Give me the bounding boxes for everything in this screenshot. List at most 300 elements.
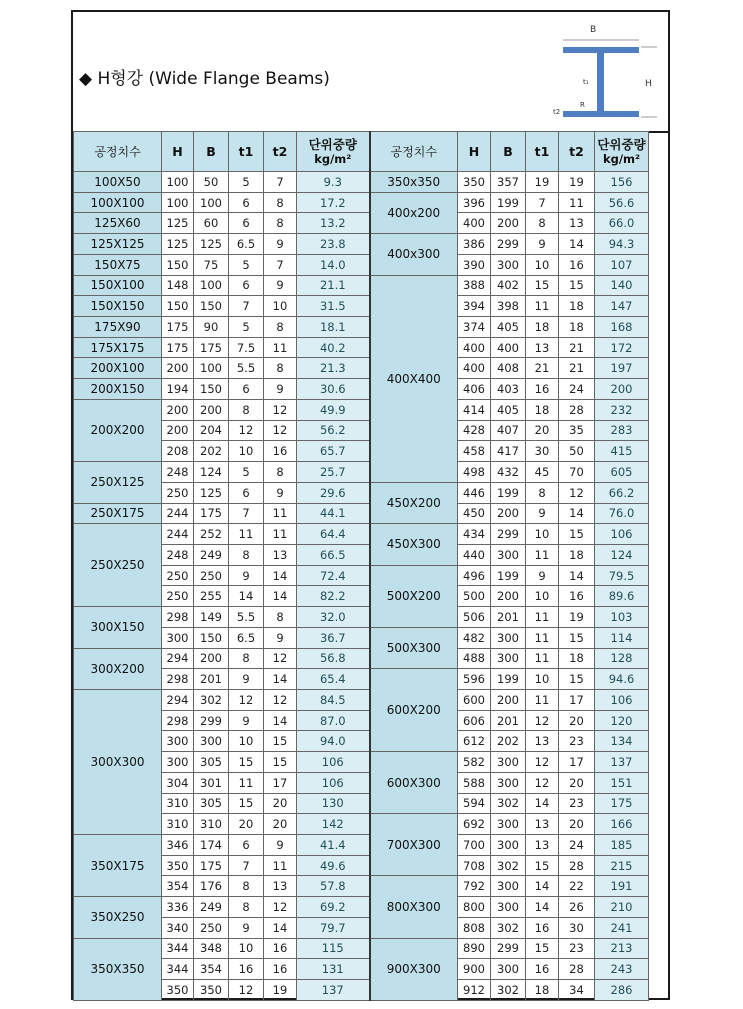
right-t1-cell: 11 [526,544,559,565]
diagram-label-t1: t₁ [583,78,589,86]
right-weight-cell: 66.0 [595,213,649,234]
left-t2-cell: 13 [264,544,297,565]
left-t1-cell: 6.5 [229,234,264,255]
left-b-cell: 305 [194,793,229,814]
left-h-cell: 354 [162,876,194,897]
left-h-cell: 175 [162,337,194,358]
right-h-cell: 400 [458,337,491,358]
right-weight-cell: 120 [595,710,649,731]
right-b-cell: 200 [491,586,526,607]
left-t2-cell: 7 [264,254,297,275]
left-t1-cell: 5.5 [229,607,264,628]
right-b-cell: 199 [491,669,526,690]
right-h-cell: 396 [458,192,491,213]
left-h-cell: 150 [162,254,194,275]
left-t2-cell: 17 [264,772,297,793]
right-t1-cell: 12 [526,710,559,731]
left-weight-cell: 36.7 [297,627,370,648]
right-weight-cell: 168 [595,317,649,338]
right-b-cell: 405 [491,317,526,338]
left-weight-cell: 137 [297,980,370,1001]
table-row [74,213,649,234]
left-t1-cell: 7 [229,855,264,876]
left-size-cell: 350X350 [74,938,162,1000]
left-t2-cell: 14 [264,565,297,586]
left-b-cell: 354 [194,959,229,980]
left-t1-cell: 6 [229,482,264,503]
left-b-cell: 149 [194,607,229,628]
right-t2-cell: 28 [559,959,595,980]
right-h-cell: 482 [458,627,491,648]
left-h-cell: 350 [162,855,194,876]
left-weight-cell: 65.7 [297,441,370,462]
right-t1-cell: 11 [526,627,559,648]
left-t1-cell: 5 [229,172,264,193]
right-weight-cell: 191 [595,876,649,897]
left-t2-cell: 12 [264,399,297,420]
left-b-cell: 348 [194,938,229,959]
right-weight-cell: 151 [595,772,649,793]
left-t2-cell: 19 [264,980,297,1001]
right-weight-cell: 283 [595,420,649,441]
left-h-cell: 100 [162,172,194,193]
left-weight-cell: 49.6 [297,855,370,876]
left-weight-cell: 65.4 [297,669,370,690]
left-h-cell: 250 [162,565,194,586]
right-size-cell: 450X200 [370,482,458,523]
right-b-cell: 408 [491,358,526,379]
left-b-cell: 100 [194,358,229,379]
left-b-cell: 175 [194,855,229,876]
right-h-cell: 800 [458,897,491,918]
right-b-cell: 417 [491,441,526,462]
right-t1-cell: 16 [526,917,559,938]
left-size-cell: 150X150 [74,296,162,317]
header-h: H [458,132,491,172]
right-h-cell: 406 [458,379,491,400]
table-row [74,192,649,213]
left-h-cell: 250 [162,482,194,503]
left-b-cell: 100 [194,275,229,296]
left-size-cell: 175X175 [74,337,162,358]
right-t1-cell: 8 [526,482,559,503]
diagram-bottom-flange [563,111,639,117]
h-beam-diagram-icon [553,20,665,126]
right-weight-cell: 241 [595,917,649,938]
left-h-cell: 175 [162,317,194,338]
right-size-cell: 900X300 [370,938,458,1000]
right-weight-cell: 197 [595,358,649,379]
left-t1-cell: 5 [229,317,264,338]
right-t2-cell: 16 [559,254,595,275]
left-size-cell: 300X200 [74,648,162,689]
right-t1-cell: 14 [526,876,559,897]
right-weight-cell: 106 [595,689,649,710]
right-h-cell: 594 [458,793,491,814]
left-weight-cell: 41.4 [297,835,370,856]
left-t2-cell: 8 [264,192,297,213]
right-weight-cell: 605 [595,462,649,483]
right-weight-cell: 185 [595,835,649,856]
right-h-cell: 612 [458,731,491,752]
table-row [74,275,649,296]
right-h-cell: 498 [458,462,491,483]
left-h-cell: 304 [162,772,194,793]
right-size-cell: 600X200 [370,669,458,752]
right-weight-cell: 94.3 [595,234,649,255]
right-b-cell: 199 [491,482,526,503]
right-t2-cell: 11 [559,192,595,213]
left-weight-cell: 106 [297,772,370,793]
right-weight-cell: 124 [595,544,649,565]
left-t1-cell: 11 [229,524,264,545]
left-h-cell: 310 [162,814,194,835]
right-b-cell: 407 [491,420,526,441]
left-t2-cell: 9 [264,275,297,296]
right-t2-cell: 23 [559,938,595,959]
right-t1-cell: 30 [526,441,559,462]
right-h-cell: 434 [458,524,491,545]
right-b-cell: 302 [491,917,526,938]
table-row [74,897,649,918]
left-t2-cell: 20 [264,814,297,835]
left-t2-cell: 11 [264,524,297,545]
left-h-cell: 298 [162,607,194,628]
left-t1-cell: 10 [229,938,264,959]
right-weight-cell: 232 [595,399,649,420]
left-h-cell: 248 [162,544,194,565]
left-weight-cell: 87.0 [297,710,370,731]
left-weight-cell: 64.4 [297,524,370,545]
right-size-cell: 600X300 [370,752,458,814]
table-row [74,254,649,275]
left-weight-cell: 23.8 [297,234,370,255]
left-t2-cell: 8 [264,213,297,234]
right-t2-cell: 28 [559,855,595,876]
left-t2-cell: 13 [264,876,297,897]
right-b-cell: 400 [491,337,526,358]
right-t2-cell: 18 [559,544,595,565]
right-t2-cell: 17 [559,689,595,710]
left-weight-cell: 44.1 [297,503,370,524]
right-weight-cell: 66.2 [595,482,649,503]
header-weight-unit: kg/m² [602,151,641,166]
header-size: 공정치수 [370,132,458,172]
right-t2-cell: 70 [559,462,595,483]
right-weight-cell: 56.6 [595,192,649,213]
right-b-cell: 300 [491,627,526,648]
right-weight-cell: 114 [595,627,649,648]
header-b: B [491,132,526,172]
right-t1-cell: 13 [526,731,559,752]
right-weight-cell: 103 [595,607,649,628]
left-b-cell: 305 [194,752,229,773]
right-weight-cell: 128 [595,648,649,669]
left-h-cell: 200 [162,420,194,441]
left-weight-cell: 57.8 [297,876,370,897]
right-t2-cell: 21 [559,358,595,379]
left-size-cell: 300X150 [74,607,162,648]
right-t1-cell: 18 [526,399,559,420]
right-b-cell: 299 [491,938,526,959]
right-t2-cell: 15 [559,275,595,296]
left-b-cell: 310 [194,814,229,835]
right-t2-cell: 24 [559,835,595,856]
right-t2-cell: 20 [559,710,595,731]
right-b-cell: 357 [491,172,526,193]
left-b-cell: 90 [194,317,229,338]
right-t2-cell: 14 [559,565,595,586]
left-b-cell: 150 [194,627,229,648]
left-b-cell: 50 [194,172,229,193]
right-t2-cell: 16 [559,586,595,607]
right-t2-cell: 13 [559,213,595,234]
header-t1: t1 [229,132,264,172]
right-weight-cell: 243 [595,959,649,980]
right-t2-cell: 18 [559,296,595,317]
left-weight-cell: 82.2 [297,586,370,607]
left-t2-cell: 7 [264,172,297,193]
left-size-cell: 250X175 [74,503,162,524]
right-t2-cell: 12 [559,482,595,503]
left-h-cell: 310 [162,793,194,814]
right-t2-cell: 15 [559,524,595,545]
right-t1-cell: 20 [526,420,559,441]
left-t1-cell: 15 [229,752,264,773]
left-t1-cell: 7 [229,503,264,524]
right-t1-cell: 14 [526,793,559,814]
table-row [74,379,649,400]
right-b-cell: 299 [491,234,526,255]
left-weight-cell: 31.5 [297,296,370,317]
spec-sheet [71,10,670,1000]
left-h-cell: 150 [162,296,194,317]
right-b-cell: 300 [491,835,526,856]
left-t1-cell: 5 [229,462,264,483]
left-h-cell: 294 [162,689,194,710]
right-size-cell: 450X300 [370,524,458,565]
right-b-cell: 200 [491,689,526,710]
table-row [74,648,649,669]
left-weight-cell: 84.5 [297,689,370,710]
right-weight-cell: 79.5 [595,565,649,586]
right-t1-cell: 15 [526,275,559,296]
right-h-cell: 808 [458,917,491,938]
right-t2-cell: 20 [559,772,595,793]
right-t2-cell: 19 [559,172,595,193]
right-t2-cell: 24 [559,379,595,400]
right-h-cell: 496 [458,565,491,586]
left-h-cell: 300 [162,731,194,752]
left-t2-cell: 8 [264,607,297,628]
left-weight-cell: 56.8 [297,648,370,669]
right-h-cell: 440 [458,544,491,565]
diagram-label-b: B [590,25,597,35]
diagram-label-h: H [645,79,652,89]
left-h-cell: 248 [162,462,194,483]
right-weight-cell: 140 [595,275,649,296]
right-h-cell: 506 [458,607,491,628]
left-weight-cell: 66.5 [297,544,370,565]
left-t1-cell: 7.5 [229,337,264,358]
right-b-cell: 300 [491,648,526,669]
left-h-cell: 298 [162,710,194,731]
left-h-cell: 194 [162,379,194,400]
left-t1-cell: 9 [229,710,264,731]
left-weight-cell: 49.9 [297,399,370,420]
right-t2-cell: 17 [559,752,595,773]
right-weight-cell: 210 [595,897,649,918]
left-weight-cell: 13.2 [297,213,370,234]
left-b-cell: 250 [194,917,229,938]
left-b-cell: 176 [194,876,229,897]
left-weight-cell: 115 [297,938,370,959]
left-t1-cell: 12 [229,980,264,1001]
left-t2-cell: 9 [264,835,297,856]
right-h-cell: 350 [458,172,491,193]
right-weight-cell: 415 [595,441,649,462]
left-t2-cell: 8 [264,358,297,379]
left-weight-cell: 9.3 [297,172,370,193]
diagram-top-flange [563,47,639,53]
right-b-cell: 300 [491,959,526,980]
right-b-cell: 201 [491,710,526,731]
right-size-cell: 400x300 [370,234,458,275]
left-t2-cell: 15 [264,731,297,752]
left-weight-cell: 131 [297,959,370,980]
table-row [74,607,649,628]
right-h-cell: 428 [458,420,491,441]
right-t1-cell: 9 [526,565,559,586]
table-row [74,938,649,959]
right-b-cell: 202 [491,731,526,752]
left-t2-cell: 16 [264,441,297,462]
left-t1-cell: 9 [229,917,264,938]
right-h-cell: 400 [458,358,491,379]
left-t1-cell: 7 [229,296,264,317]
right-h-cell: 792 [458,876,491,897]
header-weight-unit: kg/m² [314,151,352,166]
header-weight [595,132,649,172]
right-b-cell: 299 [491,524,526,545]
left-b-cell: 302 [194,689,229,710]
left-h-cell: 300 [162,752,194,773]
left-t2-cell: 15 [264,752,297,773]
left-b-cell: 249 [194,897,229,918]
left-t1-cell: 6.5 [229,627,264,648]
left-h-cell: 250 [162,586,194,607]
left-b-cell: 202 [194,441,229,462]
right-weight-cell: 172 [595,337,649,358]
right-t1-cell: 9 [526,234,559,255]
left-t2-cell: 8 [264,317,297,338]
left-b-cell: 125 [194,234,229,255]
right-weight-cell: 106 [595,524,649,545]
left-b-cell: 200 [194,399,229,420]
left-weight-cell: 30.6 [297,379,370,400]
left-size-cell: 200X100 [74,358,162,379]
right-size-cell: 800X300 [370,876,458,938]
left-h-cell: 350 [162,980,194,1001]
left-b-cell: 174 [194,835,229,856]
right-t2-cell: 15 [559,627,595,648]
right-t1-cell: 13 [526,814,559,835]
diagram-label-t2: t2 [553,108,561,116]
left-h-cell: 344 [162,938,194,959]
left-t2-cell: 12 [264,689,297,710]
table-row [74,337,649,358]
right-h-cell: 386 [458,234,491,255]
right-size-cell: 700X300 [370,814,458,876]
right-t2-cell: 18 [559,648,595,669]
right-h-cell: 582 [458,752,491,773]
left-h-cell: 336 [162,897,194,918]
left-weight-cell: 29.6 [297,482,370,503]
left-t1-cell: 16 [229,959,264,980]
right-h-cell: 400 [458,213,491,234]
left-b-cell: 255 [194,586,229,607]
table-row [74,358,649,379]
right-t1-cell: 13 [526,337,559,358]
left-b-cell: 100 [194,192,229,213]
right-h-cell: 900 [458,959,491,980]
right-t2-cell: 23 [559,793,595,814]
left-t1-cell: 8 [229,897,264,918]
left-b-cell: 300 [194,731,229,752]
left-t2-cell: 12 [264,897,297,918]
table-row [74,689,649,710]
header-b: B [194,132,229,172]
left-t2-cell: 16 [264,938,297,959]
left-t2-cell: 11 [264,503,297,524]
right-t1-cell: 45 [526,462,559,483]
header-t2: t2 [264,132,297,172]
spec-table [73,131,649,1001]
left-b-cell: 350 [194,980,229,1001]
right-h-cell: 388 [458,275,491,296]
right-t2-cell: 30 [559,917,595,938]
left-weight-cell: 79.7 [297,917,370,938]
right-weight-cell: 76.0 [595,503,649,524]
left-size-cell: 300X300 [74,689,162,834]
right-weight-cell: 286 [595,980,649,1001]
right-t2-cell: 14 [559,503,595,524]
right-t1-cell: 15 [526,938,559,959]
right-h-cell: 394 [458,296,491,317]
left-h-cell: 244 [162,503,194,524]
left-weight-cell: 130 [297,793,370,814]
right-h-cell: 606 [458,710,491,731]
left-size-cell: 100X50 [74,172,162,193]
right-h-cell: 588 [458,772,491,793]
right-t2-cell: 19 [559,607,595,628]
left-t1-cell: 9 [229,565,264,586]
left-size-cell: 250X125 [74,462,162,503]
right-weight-cell: 166 [595,814,649,835]
table-row [74,296,649,317]
left-t1-cell: 12 [229,689,264,710]
right-weight-cell: 213 [595,938,649,959]
left-size-cell: 100X100 [74,192,162,213]
right-b-cell: 302 [491,980,526,1001]
header-size: 공정치수 [74,132,162,172]
left-h-cell: 346 [162,835,194,856]
right-t1-cell: 14 [526,897,559,918]
right-h-cell: 488 [458,648,491,669]
right-h-cell: 708 [458,855,491,876]
left-h-cell: 148 [162,275,194,296]
right-weight-cell: 94.6 [595,669,649,690]
